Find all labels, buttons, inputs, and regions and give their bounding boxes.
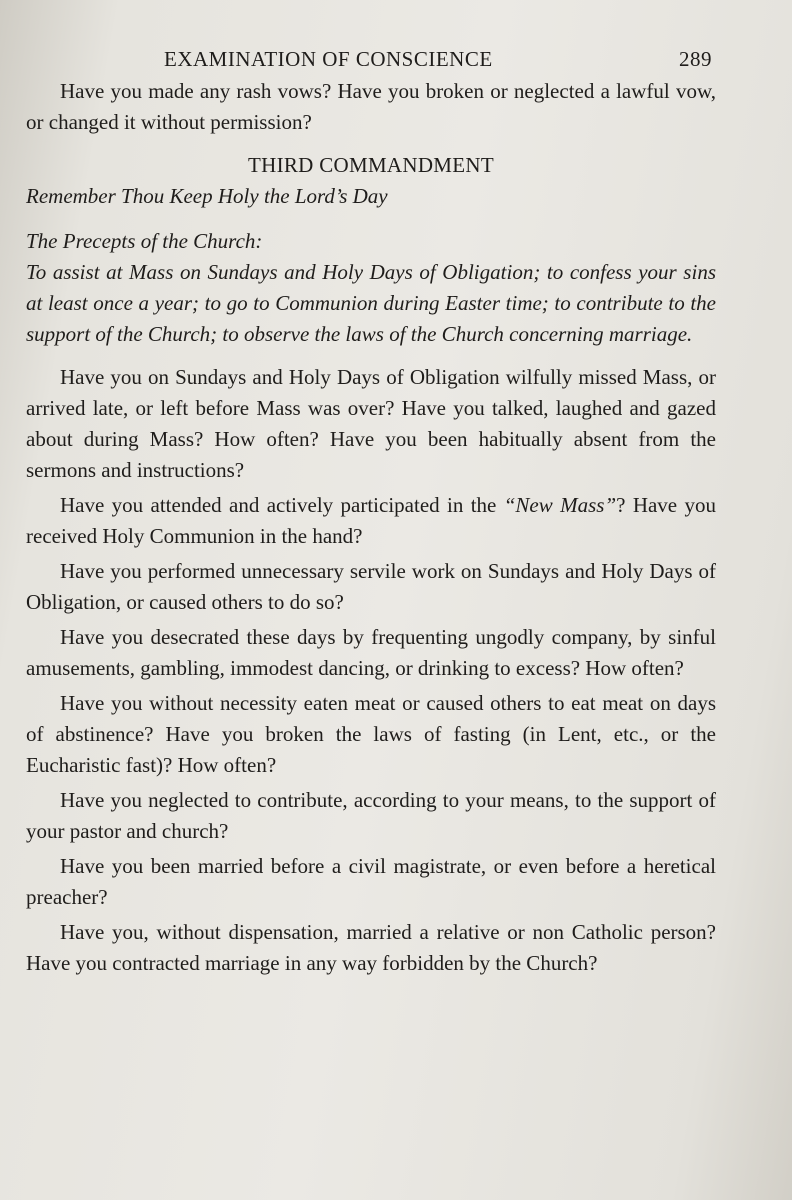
intro-paragraph: Have you made any rash vows? Have you broken or neglected a lawful vow, or changed it without permission? bbox=[26, 79, 716, 134]
paragraph-support: Have you neglected to contribute, according to your means, to the support of your pastor and church? bbox=[26, 788, 716, 843]
precepts-text: To assist at Mass on Sundays and Holy Days of Obligation; to confess your sins at least once a year; to go to Communion during Easter time; to contribute to the support of the Church; to observe the laws of the Church concerning marriage. bbox=[26, 260, 716, 346]
section-subheading: Remember Thou Keep Holy the Lord’s Day bbox=[26, 184, 388, 208]
paragraph-new-mass-emphasis: “New Mass” bbox=[503, 493, 617, 517]
paragraph-civil-marriage: Have you been married before a civil magistrate, or even before a heretical preacher? bbox=[26, 854, 716, 909]
precepts-title: The Precepts of the Church: bbox=[26, 229, 263, 253]
section-heading: THIRD COMMANDMENT bbox=[247, 153, 494, 177]
paragraph-new-mass bbox=[26, 490, 716, 552]
running-head bbox=[26, 40, 716, 76]
paragraph-new-mass-after: ? Have you received Holy Communion in the hand? bbox=[26, 493, 716, 548]
paragraph-servile-work: Have you performed unnecessary servile work on Sundays and Holy Days of Obligation, or caused others to do so? bbox=[26, 559, 716, 614]
paragraph-mass-attendance: Have you on Sundays and Holy Days of Obligation wilfully missed Mass, or arrived late, or left before Mass was over? Have you talked, laughed and gazed about during Mass? How often? Have you been habitually absent from the sermons and instructions? bbox=[26, 365, 716, 482]
running-title: EXAMINATION OF CONSCIENCE bbox=[164, 47, 493, 71]
page-text-block bbox=[26, 40, 716, 983]
page-number: 289 bbox=[679, 47, 712, 71]
paragraph-dispensation: Have you, without dispensation, married a relative or non Catholic person? Have you contracted marriage in any way forbidden by the Church? bbox=[26, 920, 716, 975]
paragraph-abstinence: Have you without necessity eaten meat or caused others to eat meat on days of abstinence? Have you broken the laws of fasting (in Lent, etc., or the Eucharistic fast)? How often? bbox=[26, 691, 716, 777]
paragraph-desecration: Have you desecrated these days by frequenting ungodly company, by sinful amusements, gambling, immodest dancing, or drinking to excess? How often? bbox=[26, 625, 716, 680]
paragraph-new-mass-before: Have you attended and actively participated in the bbox=[60, 493, 504, 517]
